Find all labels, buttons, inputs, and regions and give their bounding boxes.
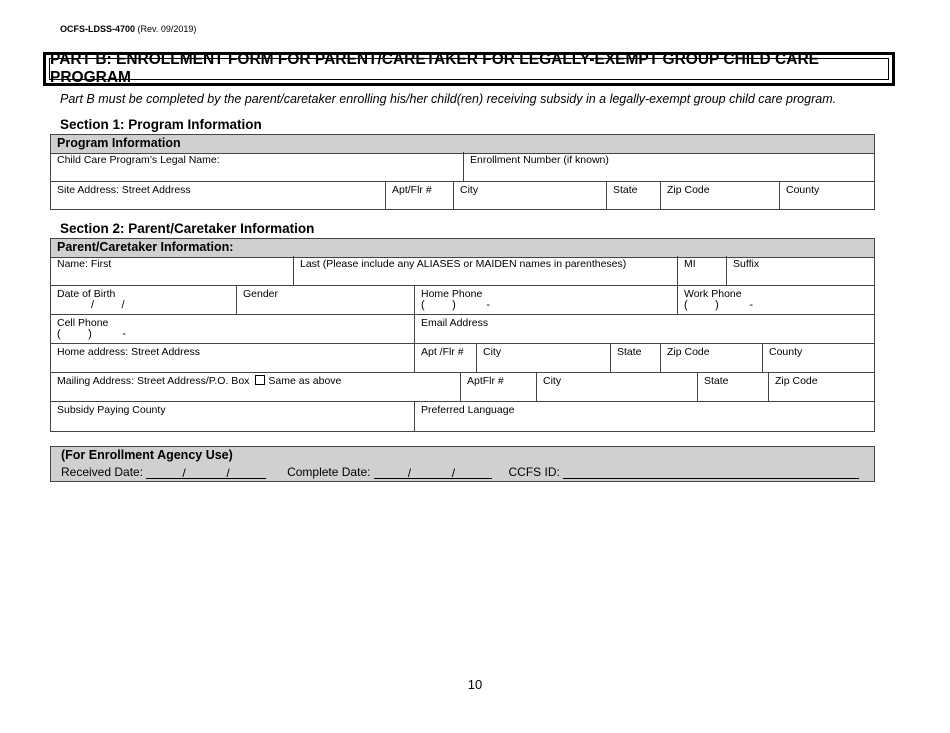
mi-field[interactable] xyxy=(677,256,726,285)
subsidy-county-field[interactable] xyxy=(51,402,414,431)
work-phone-mask: ( ) - xyxy=(684,299,754,311)
home-phone-field[interactable] xyxy=(414,286,677,315)
home-phone-mask: ( ) - xyxy=(421,299,491,311)
mailing-address-label: Mailing Address: Street Address/P.O. Box xyxy=(57,375,250,387)
home-apt-field[interactable] xyxy=(414,344,476,373)
first-name-field[interactable] xyxy=(51,256,293,285)
received-slash-1: / xyxy=(182,466,186,480)
dob-field[interactable] xyxy=(51,286,236,315)
mail-apt-label: AptFlr # xyxy=(467,375,504,387)
page-number: 10 xyxy=(467,677,483,692)
mailing-row xyxy=(51,372,874,402)
mail-city-label: City xyxy=(543,375,562,387)
form-code: OCFS-LDSS-4700 xyxy=(60,24,136,34)
ccfs-id-field[interactable] xyxy=(563,466,859,479)
subsidy-county-label: Subsidy Paying County xyxy=(57,404,166,416)
mi-label: MI xyxy=(684,258,696,270)
email-field[interactable] xyxy=(414,315,874,344)
preferred-language-field[interactable] xyxy=(414,402,874,431)
received-slash-2: / xyxy=(226,466,230,480)
home-zip-field[interactable] xyxy=(660,344,762,373)
cell-row xyxy=(51,314,874,344)
suffix-field[interactable] xyxy=(726,256,874,285)
program-row-2 xyxy=(51,181,874,209)
site-city-label: City xyxy=(460,184,479,196)
cell-phone-field[interactable] xyxy=(51,315,414,344)
parent-info-header: Parent/Caretaker Information: xyxy=(51,239,874,258)
home-state-field[interactable] xyxy=(610,344,660,373)
name-row xyxy=(51,256,874,285)
section2-title: Section 2: Parent/Caretaker Information xyxy=(60,221,315,236)
site-county-field[interactable] xyxy=(779,182,874,209)
section1-title: Section 1: Program Information xyxy=(60,117,262,132)
complete-date-field[interactable] xyxy=(374,466,492,479)
site-address-field[interactable] xyxy=(51,182,385,209)
suffix-label: Suffix xyxy=(733,258,760,270)
mail-state-label: State xyxy=(704,375,729,387)
intro-text: Part B must be completed by the parent/caretaker enrolling his/her child(ren) receiving subsidy in a legally-exempt group child care program. xyxy=(60,92,837,106)
complete-slash-1: / xyxy=(407,466,412,480)
cell-phone-mask: ( ) - xyxy=(57,328,127,340)
home-phone-label: Home Phone xyxy=(421,288,483,300)
cell-phone-label: Cell Phone xyxy=(57,317,109,329)
last-name-field[interactable] xyxy=(293,256,677,285)
county-row xyxy=(51,401,874,431)
program-row-1 xyxy=(51,152,874,181)
dob-row xyxy=(51,285,874,315)
agency-title: (For Enrollment Agency Use) xyxy=(61,448,233,462)
program-info-table xyxy=(50,134,875,210)
agency-use-box xyxy=(50,446,875,482)
complete-date-label: Complete Date: xyxy=(287,465,371,479)
form-revision: (Rev. 09/2019) xyxy=(137,24,197,34)
site-state-field[interactable] xyxy=(606,182,660,209)
mail-apt-field[interactable] xyxy=(460,373,536,402)
same-as-above-label: Same as above xyxy=(268,375,342,387)
gender-label: Gender xyxy=(243,288,279,300)
mail-zip-label: Zip Code xyxy=(775,375,818,387)
program-info-header: Program Information xyxy=(51,135,874,154)
home-county-label: County xyxy=(769,346,803,358)
mail-zip-field[interactable] xyxy=(768,373,874,402)
mail-city-field[interactable] xyxy=(536,373,697,402)
home-state-label: State xyxy=(617,346,642,358)
dob-slashes: / / xyxy=(91,299,125,311)
complete-slash-2: / xyxy=(451,466,456,480)
site-address-label: Site Address: Street Address xyxy=(57,184,191,196)
home-city-field[interactable] xyxy=(476,344,610,373)
mail-state-field[interactable] xyxy=(697,373,768,402)
home-zip-label: Zip Code xyxy=(667,346,710,358)
ccfs-id-label: CCFS ID: xyxy=(508,465,560,479)
site-state-label: State xyxy=(613,184,638,196)
form-id xyxy=(60,24,196,34)
dob-label: Date of Birth xyxy=(57,288,116,300)
home-apt-label: Apt /Flr # xyxy=(421,346,464,358)
site-apt-field[interactable] xyxy=(385,182,453,209)
home-county-field[interactable] xyxy=(762,344,874,373)
site-zip-label: Zip Code xyxy=(667,184,710,196)
part-b-banner xyxy=(43,52,895,86)
email-label: Email Address xyxy=(421,317,489,329)
last-name-label: Last (Please include any ALIASES or MAIDEN names in parentheses) xyxy=(300,258,627,270)
site-apt-label: Apt/Flr # xyxy=(392,184,432,196)
preferred-language-label: Preferred Language xyxy=(421,404,515,416)
mailing-address-field[interactable] xyxy=(51,373,460,402)
parent-info-table xyxy=(50,238,875,432)
received-date-field[interactable] xyxy=(146,466,266,479)
home-address-row xyxy=(51,343,874,373)
banner-title: PART B: ENROLLMENT FORM FOR PARENT/CARETAKER FOR LEGALLY-EXEMPT GROUP CHILD CARE PROGRAM xyxy=(49,58,889,80)
work-phone-label: Work Phone xyxy=(684,288,742,300)
enrollment-number-label: Enrollment Number (if known) xyxy=(470,154,609,166)
home-address-label: Home address: Street Address xyxy=(57,346,200,358)
same-as-above-checkbox[interactable] xyxy=(255,375,265,385)
work-phone-field[interactable] xyxy=(677,286,874,315)
first-name-label: Name: First xyxy=(57,258,112,270)
home-address-field[interactable] xyxy=(51,344,414,373)
legal-name-label: Child Care Program’s Legal Name: xyxy=(57,154,220,166)
received-date-label: Received Date: xyxy=(61,465,144,479)
gender-field[interactable] xyxy=(236,286,414,315)
site-city-field[interactable] xyxy=(453,182,606,209)
legal-name-field[interactable] xyxy=(51,152,463,181)
agency-line xyxy=(61,465,859,479)
site-county-label: County xyxy=(786,184,820,196)
home-city-label: City xyxy=(483,346,502,358)
enrollment-number-field[interactable] xyxy=(463,152,874,181)
site-zip-field[interactable] xyxy=(660,182,779,209)
